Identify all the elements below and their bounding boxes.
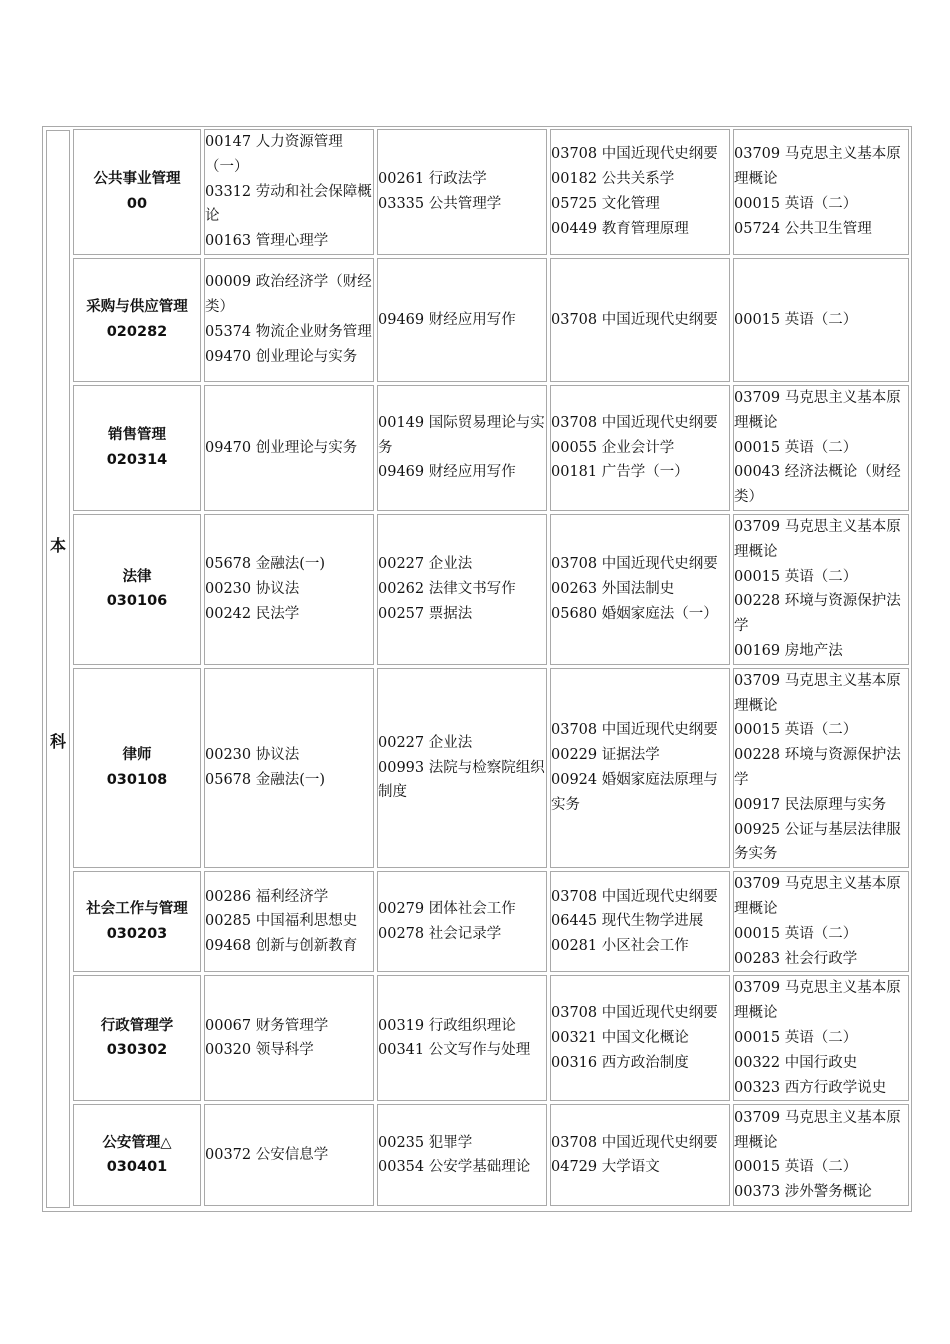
course-cell-4 — [733, 129, 909, 255]
course-entry: 00015 英语（二） — [734, 195, 858, 212]
major-name: 公安管理△ — [102, 1134, 172, 1151]
course-cell-1 — [204, 129, 374, 255]
major-cell — [73, 258, 201, 382]
course-entry: 00322 中国行政史 — [734, 1054, 858, 1071]
course-cell-2 — [377, 129, 547, 255]
course-entry: 03709 马克思主义基本原理概论 — [734, 672, 901, 714]
table-row — [73, 385, 909, 511]
level-label-char: 本 — [49, 536, 66, 555]
course-table — [70, 126, 912, 1209]
course-entry: 00279 团体社会工作 — [378, 900, 516, 917]
table-row — [73, 514, 909, 665]
course-entry: 00228 环境与资源保护法学 — [734, 747, 901, 788]
course-entry: 00230 协议法 — [205, 747, 300, 764]
course-entry: 00182 公共关系学 — [551, 171, 675, 188]
table-row — [73, 129, 909, 255]
major-code: 020314 — [106, 451, 168, 468]
course-cell-1 — [204, 975, 374, 1101]
course-entry: 00323 西方行政学说史 — [734, 1079, 887, 1096]
course-entry: 00316 西方政治制度 — [551, 1054, 689, 1071]
course-entry: 00320 领导科学 — [205, 1042, 314, 1059]
course-entry: 00449 教育管理原理 — [551, 220, 689, 237]
course-entry: 05374 物流企业财务管理 — [205, 323, 372, 340]
course-entry: 09469 财经应用写作 — [378, 464, 516, 481]
course-entry: 06445 现代生物学进展 — [551, 913, 704, 930]
course-entry: 00373 涉外警务概论 — [734, 1184, 872, 1201]
table-row — [73, 975, 909, 1101]
course-cell-3 — [550, 258, 730, 382]
major-cell — [73, 871, 201, 972]
major-cell — [73, 668, 201, 868]
major-code: 030108 — [106, 771, 168, 788]
course-entry: 00281 小区社会工作 — [551, 938, 689, 955]
major-cell — [73, 385, 201, 511]
course-entry: 00147 人力资源管理（一） — [205, 134, 343, 175]
major-code: 030302 — [106, 1042, 168, 1059]
course-cell-4 — [733, 975, 909, 1101]
course-entry: 00372 公安信息学 — [205, 1146, 329, 1163]
course-entry: 00229 证据法学 — [551, 747, 660, 764]
course-entry: 05678 金融法(一) — [205, 771, 326, 788]
course-entry: 00015 英语（二） — [734, 311, 858, 328]
course-entry: 03708 中国近现代史纲要 — [551, 722, 718, 739]
course-entry: 03708 中国近现代史纲要 — [551, 556, 718, 573]
course-entry: 00993 法院与检察院组织制度 — [378, 759, 545, 801]
course-entry: 00043 经济法概论（财经类） — [734, 464, 901, 506]
course-entry: 03708 中国近现代史纲要 — [551, 888, 718, 905]
table-row — [73, 258, 909, 382]
course-entry: 00228 环境与资源保护法学 — [734, 593, 901, 635]
course-entry: 00261 行政法学 — [378, 171, 487, 188]
level-column — [46, 130, 70, 1208]
course-cell-1 — [204, 514, 374, 665]
course-cell-1 — [204, 668, 374, 868]
major-code: 00 — [126, 195, 148, 212]
course-entry: 00015 英语（二） — [734, 1029, 858, 1046]
major-name: 律师 — [122, 747, 152, 764]
course-cell-2 — [377, 258, 547, 382]
table-row — [73, 1104, 909, 1206]
major-code: 020282 — [106, 323, 168, 340]
course-entry: 03708 中国近现代史纲要 — [551, 1134, 718, 1151]
course-cell-3 — [550, 1104, 730, 1206]
course-entry: 00015 英语（二） — [734, 568, 858, 585]
course-cell-2 — [377, 668, 547, 868]
course-entry: 00278 社会记录学 — [378, 925, 502, 942]
major-cell — [73, 975, 201, 1101]
course-entry: 03708 中国近现代史纲要 — [551, 311, 718, 328]
major-code: 030401 — [106, 1159, 168, 1176]
course-entry: 00230 协议法 — [205, 580, 300, 597]
course-entry: 05725 文化管理 — [551, 195, 660, 212]
course-entry: 00917 民法原理与实务 — [734, 796, 887, 813]
course-cell-4 — [733, 258, 909, 382]
course-cell-3 — [550, 668, 730, 868]
major-cell — [73, 129, 201, 255]
course-entry: 00009 政治经济学（财经类） — [205, 274, 372, 316]
course-entry: 05678 金融法(一) — [205, 556, 326, 573]
course-entry: 00263 外国法制史 — [551, 580, 675, 597]
course-entry: 00262 法律文书写作 — [378, 580, 516, 597]
course-entry: 00924 婚姻家庭法原理与实务 — [551, 771, 718, 813]
course-entry: 03312 劳动和社会保障概论 — [205, 183, 372, 225]
course-cell-1 — [204, 1104, 374, 1206]
course-cell-2 — [377, 385, 547, 511]
course-cell-4 — [733, 871, 909, 972]
course-entry: 03709 马克思主义基本原理概论 — [734, 146, 901, 188]
course-cell-4 — [733, 1104, 909, 1206]
course-cell-2 — [377, 514, 547, 665]
course-entry: 03709 马克思主义基本原理概论 — [734, 389, 901, 431]
course-cell-1 — [204, 385, 374, 511]
course-entry: 00067 财务管理学 — [205, 1017, 329, 1034]
course-cell-2 — [377, 871, 547, 972]
course-entry: 00925 公证与基层法律服务实务 — [734, 821, 901, 863]
course-cell-4 — [733, 514, 909, 665]
course-entry: 00015 英语（二） — [734, 925, 858, 942]
course-cell-3 — [550, 975, 730, 1101]
table-row — [73, 668, 909, 868]
course-entry: 05724 公共卫生管理 — [734, 220, 872, 237]
course-entry: 00341 公文写作与处理 — [378, 1042, 531, 1059]
course-entry: 05680 婚姻家庭法（一） — [551, 605, 718, 622]
course-entry: 00015 英语（二） — [734, 1159, 858, 1176]
course-entry: 03708 中国近现代史纲要 — [551, 146, 718, 163]
major-cell — [73, 1104, 201, 1206]
course-cell-3 — [550, 871, 730, 972]
table-row — [73, 871, 909, 972]
course-entry: 00257 票据法 — [378, 605, 473, 622]
course-cell-3 — [550, 514, 730, 665]
course-entry: 00285 中国福利思想史 — [205, 913, 358, 930]
course-entry: 00235 犯罪学 — [378, 1134, 473, 1151]
course-entry: 03708 中国近现代史纲要 — [551, 1005, 718, 1022]
course-entry: 00181 广告学（一） — [551, 464, 689, 481]
course-entry: 00163 管理心理学 — [205, 233, 329, 250]
level-label-char: 科 — [49, 732, 66, 751]
major-name: 行政管理学 — [100, 1017, 174, 1034]
major-name: 法律 — [122, 568, 152, 585]
course-cell-1 — [204, 258, 374, 382]
course-entry: 04729 大学语文 — [551, 1159, 660, 1176]
course-entry: 09470 创业理论与实务 — [205, 439, 358, 456]
course-entry: 00286 福利经济学 — [205, 888, 329, 905]
course-entry: 00015 英语（二） — [734, 722, 858, 739]
course-entry: 03709 马克思主义基本原理概论 — [734, 876, 901, 917]
course-entry: 00227 企业法 — [378, 734, 473, 751]
course-entry: 03709 马克思主义基本原理概论 — [734, 518, 901, 560]
major-cell — [73, 514, 201, 665]
course-entry: 09470 创业理论与实务 — [205, 348, 358, 365]
course-entry: 00169 房地产法 — [734, 642, 843, 659]
course-entry: 00242 民法学 — [205, 605, 300, 622]
major-name: 公共事业管理 — [93, 171, 181, 188]
course-entry: 00055 企业会计学 — [551, 439, 675, 456]
course-entry: 03335 公共管理学 — [378, 195, 502, 212]
course-cell-2 — [377, 1104, 547, 1206]
course-cell-3 — [550, 385, 730, 511]
major-code: 030106 — [106, 593, 168, 610]
course-entry: 09469 财经应用写作 — [378, 311, 516, 328]
course-cell-4 — [733, 385, 909, 511]
course-entry: 00015 英语（二） — [734, 439, 858, 456]
course-cell-1 — [204, 871, 374, 972]
course-entry: 00149 国际贸易理论与实务 — [378, 414, 545, 456]
course-entry: 03708 中国近现代史纲要 — [551, 414, 718, 431]
major-name: 社会工作与管理 — [86, 900, 188, 917]
major-name: 采购与供应管理 — [86, 299, 188, 316]
major-code: 030203 — [106, 925, 168, 942]
course-entry: 03709 马克思主义基本原理概论 — [734, 1109, 901, 1151]
major-name: 销售管理 — [108, 427, 166, 444]
course-cell-4 — [733, 668, 909, 868]
course-cell-2 — [377, 975, 547, 1101]
course-entry: 00321 中国文化概论 — [551, 1029, 689, 1046]
course-entry: 00319 行政组织理论 — [378, 1017, 516, 1034]
course-entry: 09468 创新与创新教育 — [205, 938, 358, 955]
course-entry: 00227 企业法 — [378, 556, 473, 573]
course-cell-3 — [550, 129, 730, 255]
course-entry: 00283 社会行政学 — [734, 950, 858, 967]
course-entry: 03709 马克思主义基本原理概论 — [734, 980, 901, 1022]
course-entry: 00354 公安学基础理论 — [378, 1159, 531, 1176]
